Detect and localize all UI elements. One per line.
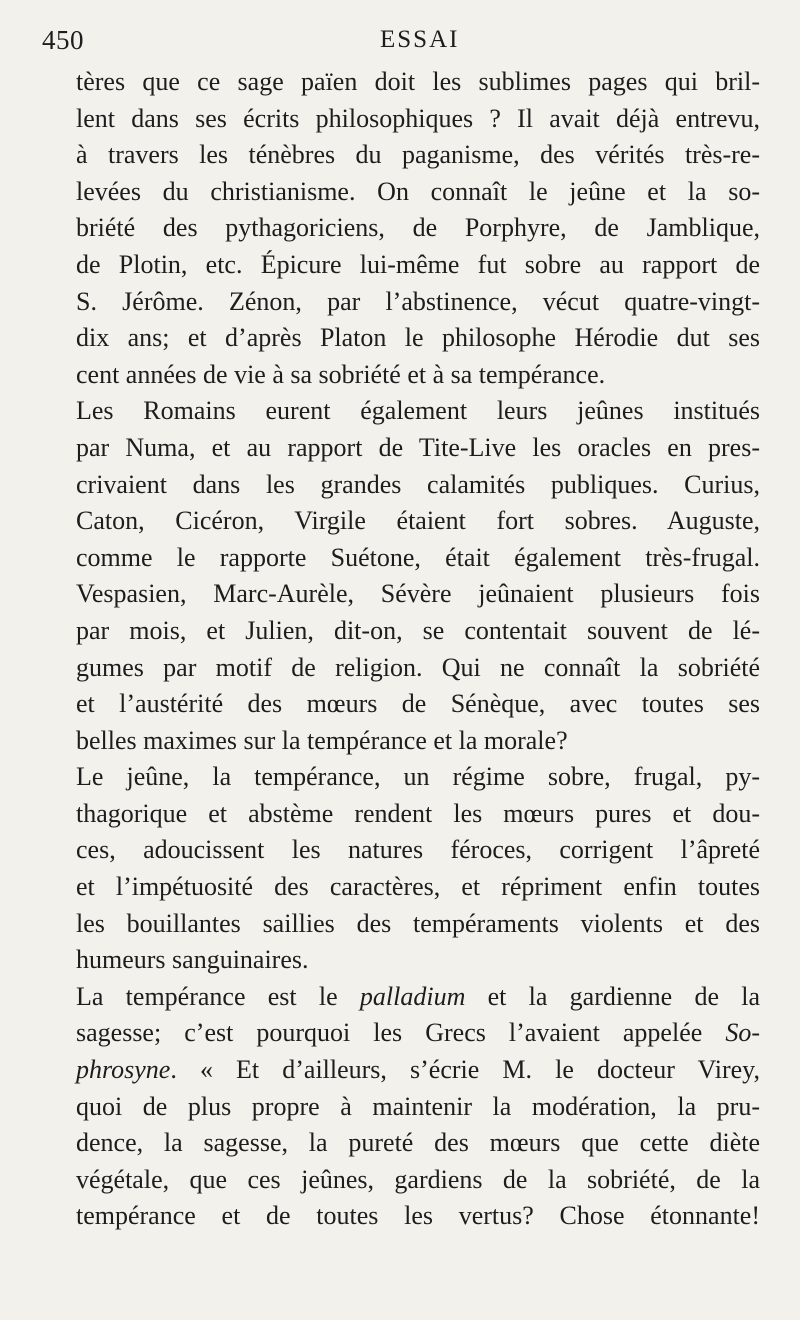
text-line: crivaient dans les grandes calamités publiques. Curius, [76, 469, 760, 499]
text-line: levées du christianisme. On connaît le jeûne et la so- [76, 176, 760, 206]
text-line: dence, la sagesse, la pureté des mœurs que cette diète [76, 1128, 760, 1158]
text-line: S. Jérôme. Zénon, par l’abstinence, vécut quatre-vingt- [76, 286, 760, 316]
text-line: ces, adoucissent les natures féroces, corrigent l’âpreté [76, 835, 760, 865]
text-line: dix ans; et d’après Platon le philosophe Hérodie dut ses [76, 323, 760, 353]
text-line: briété des pythagoriciens, de Porphyre, de Jamblique, [76, 213, 760, 243]
running-title: ESSAI [380, 26, 460, 53]
text-line: végétale, que ces jeûnes, gardiens de la sobriété, de la [76, 1164, 760, 1194]
text-line: sagesse; c’est pourquoi les Grecs l’avaient appelée So- [76, 1018, 760, 1048]
text-line: La tempérance est le palladium et la gardienne de la [76, 981, 761, 1011]
text-line: lent dans ses écrits philosophiques ? Il avait déjà entrevu, [76, 103, 760, 133]
text-line: gumes par motif de religion. Qui ne connaît la sobriété [76, 652, 760, 682]
text-line: à travers les ténèbres du paganisme, des vérités très-re- [76, 140, 760, 170]
text-line: les bouillantes saillies des tempéraments violents et des [76, 908, 760, 938]
body-text [76, 64, 760, 1235]
text-line: par mois, et Julien, dit-on, se contentait souvent de lé- [76, 615, 760, 645]
text-line: thagorique et abstème rendent les mœurs pures et dou- [76, 798, 760, 828]
text-line: humeurs sanguinaires. [76, 945, 309, 975]
text-line: quoi de plus propre à maintenir la modération, la pru- [76, 1091, 760, 1121]
text-line: par Numa, et au rapport de Tite-Live les oracles en pres- [76, 432, 760, 462]
text-line: tères que ce sage païen doit les sublimes pages qui bril- [76, 67, 760, 96]
text-line: tempérance et de toutes les vertus? Chose étonnante! [76, 1201, 760, 1231]
text-line: cent années de vie à sa sobriété et à sa tempérance. [76, 359, 606, 389]
running-head [42, 20, 760, 60]
text-line: phrosyne. « Et d’ailleurs, s’écrie M. le docteur Virey, [76, 1055, 760, 1085]
text-line: et l’austérité des mœurs de Sénèque, avec toutes ses [76, 689, 760, 719]
text-line: Le jeûne, la tempérance, un régime sobre, frugal, py- [76, 762, 760, 792]
text-line: de Plotin, etc. Épicure lui-même fut sobre au rapport de [76, 249, 760, 279]
text-line: Caton, Cicéron, Virgile étaient fort sobres. Auguste, [76, 506, 760, 536]
text-line: Vespasien, Marc-Aurèle, Sévère jeûnaient plusieurs fois [76, 579, 760, 609]
text-line: Les Romains eurent également leurs jeûnes institués [76, 396, 760, 426]
text-line: belles maximes sur la tempérance et la morale? [76, 725, 568, 755]
text-line: et l’impétuosité des caractères, et répriment enfin toutes [76, 872, 760, 902]
page-number: 450 [42, 25, 84, 55]
text-line: comme le rapporte Suétone, était également très-frugal. [76, 542, 760, 572]
